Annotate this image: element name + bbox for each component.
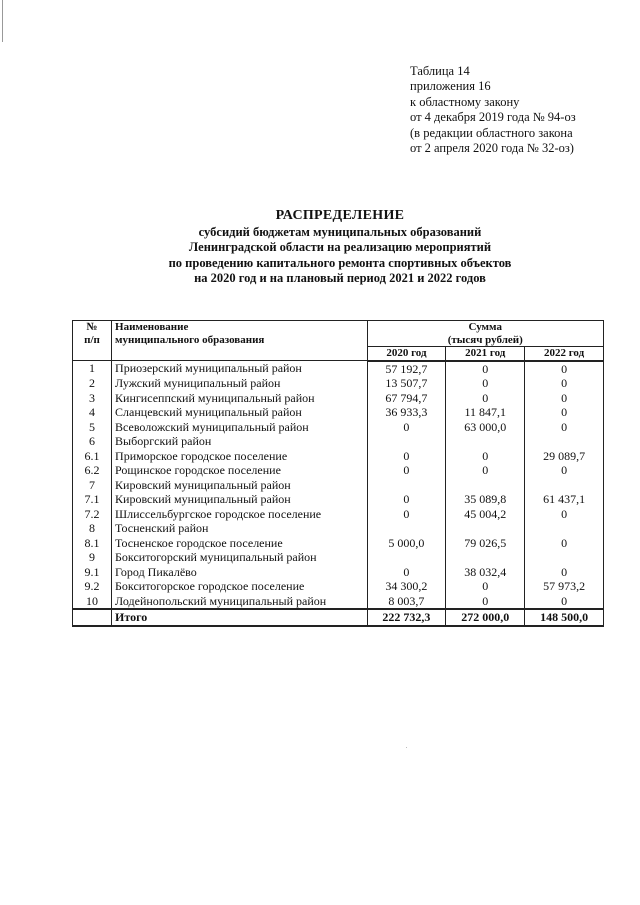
table-row <box>73 420 604 435</box>
total-label: Итого <box>112 609 367 626</box>
value-2022 <box>525 478 604 493</box>
row-name: Выборгский район <box>112 434 367 449</box>
value-2022 <box>525 550 604 565</box>
total-value-2022: 148 500,0 <box>525 609 604 626</box>
row-name: Кировский муниципальный район <box>112 492 367 507</box>
subtitle-line: на 2020 год и на плановый период 2021 и 2022 годов <box>194 271 486 285</box>
row-name: Кировский муниципальный район <box>112 478 367 493</box>
value-2020: 0 <box>367 565 446 580</box>
value-2020: 67 794,7 <box>367 391 446 406</box>
value-2022 <box>525 434 604 449</box>
table-header-row <box>73 321 604 347</box>
left-margin-mark <box>2 0 3 42</box>
value-2021: 79 026,5 <box>446 536 525 551</box>
table-row <box>73 478 604 493</box>
value-2020: 0 <box>367 463 446 478</box>
row-number: 8 <box>73 521 112 536</box>
row-name: Тосненское городское поселение <box>112 536 367 551</box>
header-note-line: от 4 декабря 2019 года № 94-оз <box>410 110 576 125</box>
total-value-2020: 222 732,3 <box>367 609 446 626</box>
row-number: 2 <box>73 376 112 391</box>
header-note-line: Таблица 14 <box>410 64 470 78</box>
row-number: 6.2 <box>73 463 112 478</box>
value-2022: 0 <box>525 405 604 420</box>
row-name: Приморское городское поселение <box>112 449 367 464</box>
value-2021: 38 032,4 <box>446 565 525 580</box>
value-2021: 35 089,8 <box>446 492 525 507</box>
header-note-line: приложения 16 <box>410 79 491 94</box>
row-name: Всеволожский муниципальный район <box>112 420 367 435</box>
header-note-line: от 2 апреля 2020 года № 32-оз) <box>410 141 574 156</box>
value-2022: 0 <box>525 420 604 435</box>
row-name: Кингисеппский муниципальный район <box>112 391 367 406</box>
value-2021: 45 004,2 <box>446 507 525 522</box>
row-number: 7.1 <box>73 492 112 507</box>
value-2020: 0 <box>367 492 446 507</box>
value-2021: 0 <box>446 594 525 610</box>
value-2022: 0 <box>525 361 604 377</box>
value-2020: 5 000,0 <box>367 536 446 551</box>
row-number: 7.2 <box>73 507 112 522</box>
total-row <box>73 609 604 626</box>
table-row <box>73 536 604 551</box>
value-2020: 34 300,2 <box>367 579 446 594</box>
row-number: 1 <box>73 361 112 377</box>
value-2022: 29 089,7 <box>525 449 604 464</box>
value-2021: 0 <box>446 463 525 478</box>
value-2022: 0 <box>525 507 604 522</box>
table-row <box>73 594 604 610</box>
distribution-table <box>72 320 604 627</box>
header-note <box>410 64 630 156</box>
value-2021 <box>446 478 525 493</box>
table-row <box>73 579 604 594</box>
value-2020: 57 192,7 <box>367 361 446 377</box>
row-name: Лодейнопольский муниципальный район <box>112 594 367 610</box>
row-number: 3 <box>73 391 112 406</box>
row-number: 9.1 <box>73 565 112 580</box>
value-2021: 0 <box>446 391 525 406</box>
header-sum-line: (тысяч рублей) <box>447 333 523 346</box>
value-2021: 0 <box>446 579 525 594</box>
row-number: 9 <box>73 550 112 565</box>
row-number: 6.1 <box>73 449 112 464</box>
table-row <box>73 361 604 377</box>
value-2021: 11 847,1 <box>446 405 525 420</box>
row-name: Рощинское городское поселение <box>112 463 367 478</box>
header-number-line: № <box>86 321 98 333</box>
value-2022: 0 <box>525 565 604 580</box>
subtitle-line: Ленинградской области на реализацию мероприятий <box>188 240 492 254</box>
header-sum-line: Сумма <box>468 321 502 333</box>
table-row <box>73 492 604 507</box>
table-row <box>73 463 604 478</box>
value-2020: 0 <box>367 420 446 435</box>
scan-speck <box>406 747 407 748</box>
value-2021 <box>446 550 525 565</box>
value-2021 <box>446 434 525 449</box>
header-note-line: (в редакции областного закона <box>410 125 573 140</box>
subtitle-line: субсидий бюджетам муниципальных образований <box>198 224 482 239</box>
value-2022: 0 <box>525 536 604 551</box>
table-row <box>73 391 604 406</box>
value-2022: 0 <box>525 376 604 391</box>
value-2021: 0 <box>446 449 525 464</box>
row-number: 10 <box>73 594 112 610</box>
header-note-line: к областному закону <box>410 94 520 109</box>
value-2022: 0 <box>525 594 604 610</box>
value-2022: 61 437,1 <box>525 492 604 507</box>
row-name: Бокситогорский муниципальный район <box>112 550 367 565</box>
row-number: 6 <box>73 434 112 449</box>
row-name: Город Пикалёво <box>112 565 367 580</box>
total-number <box>73 609 112 626</box>
value-2021: 63 000,0 <box>446 420 525 435</box>
value-2020: 13 507,7 <box>367 376 446 391</box>
value-2021 <box>446 521 525 536</box>
table-row <box>73 565 604 580</box>
header-sum <box>367 321 603 347</box>
header-number <box>73 321 112 361</box>
table-row <box>73 376 604 391</box>
value-2020 <box>367 521 446 536</box>
row-name: Тосненский район <box>112 521 367 536</box>
document-heading <box>60 208 620 287</box>
value-2022: 0 <box>525 463 604 478</box>
header-name <box>112 321 367 361</box>
row-number: 8.1 <box>73 536 112 551</box>
value-2021: 0 <box>446 361 525 377</box>
value-2021: 0 <box>446 376 525 391</box>
document-title: РАСПРЕДЕЛЕНИЕ <box>275 208 405 223</box>
row-number: 9.2 <box>73 579 112 594</box>
table-row <box>73 405 604 420</box>
value-2022 <box>525 521 604 536</box>
row-name: Приозерский муниципальный район <box>112 361 367 377</box>
value-2020: 0 <box>367 507 446 522</box>
header-name-line: муниципального образования <box>115 333 265 346</box>
value-2022: 57 973,2 <box>525 579 604 594</box>
header-number-line: п/п <box>84 333 100 346</box>
table-row <box>73 521 604 536</box>
table-row <box>73 449 604 464</box>
value-2020 <box>367 550 446 565</box>
row-number: 7 <box>73 478 112 493</box>
header-year: 2021 год <box>446 347 525 361</box>
table-row <box>73 550 604 565</box>
value-2020: 8 003,7 <box>367 594 446 610</box>
total-value-2021: 272 000,0 <box>446 609 525 626</box>
row-name: Шлиссельбургское городское поселение <box>112 507 367 522</box>
subtitle-line: по проведению капитального ремонта спортивных объектов <box>168 255 512 270</box>
row-name: Бокситогорское городское поселение <box>112 579 367 594</box>
value-2020 <box>367 478 446 493</box>
table-row <box>73 507 604 522</box>
header-name-line: Наименование <box>115 321 189 333</box>
table-row <box>73 434 604 449</box>
value-2020: 0 <box>367 449 446 464</box>
row-number: 5 <box>73 420 112 435</box>
header-year: 2022 год <box>525 347 604 361</box>
row-number: 4 <box>73 405 112 420</box>
row-name: Лужский муниципальный район <box>112 376 367 391</box>
header-year: 2020 год <box>367 347 446 361</box>
value-2022: 0 <box>525 391 604 406</box>
value-2020 <box>367 434 446 449</box>
value-2020: 36 933,3 <box>367 405 446 420</box>
row-name: Сланцевский муниципальный район <box>112 405 367 420</box>
